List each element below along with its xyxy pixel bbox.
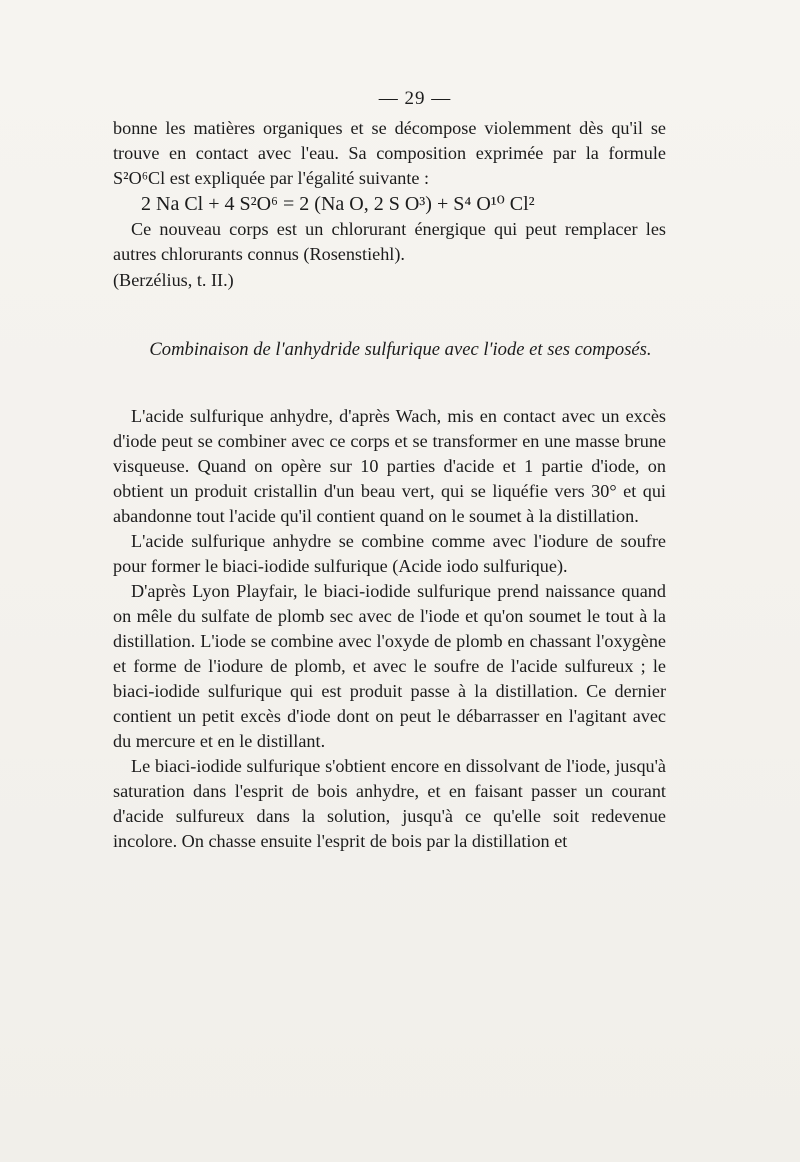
- citation: (Berzélius, t. II.): [113, 270, 234, 290]
- chemical-equation: 2 Na Cl + 4 S²O⁶ = 2 (Na O, 2 S O³) + S⁴ O¹⁰ Cl²: [141, 193, 535, 215]
- paragraph-intro: bonne les matières organiques et se décompose violemment dès qu'il se trouve en contact avec l'eau. Sa composition exprimée par la formule S²O⁶Cl est expliquée par l'égalité suivante :: [113, 118, 666, 188]
- paragraph-playfair: D'après Lyon Playfair, le biaci-iodide sulfurique prend naissance quand on mêle du sulfate de plomb sec avec de l'iode et qu'on soumet le tout à la distillation. L'iode se combine avec l'oxyde de plomb en chassant l'oxygène et forme de l'iodure de plomb, et avec le soufre de l'acide sulfureux ; le biaci-iodide sulfurique qui est produit passe à la distillation. Ce dernier contient un petit excès d'iode dont on peut le débarrasser en l'agitant avec du mercure et en le distillant.: [113, 581, 666, 751]
- section-heading: Combinaison de l'anhydride sulfurique avec l'iode et ses composés.: [149, 339, 652, 360]
- paragraph-wach: L'acide sulfurique anhydre, d'après Wach, mis en contact avec un excès d'iode peut se combiner avec ce corps et se transformer en une masse brune visqueuse. Quand on opère sur 10 parties d'acide et 1 partie d'iode, on obtient un produit cristallin d'un beau vert, qui se liquéfie vers 30° et qui abandonne tout l'acide qu'il contient quand on le soumet à la distillation.: [113, 406, 666, 526]
- body-text: [113, 116, 666, 854]
- paragraph-iodure: L'acide sulfurique anhydre se combine comme avec l'iodure de soufre pour former le biaci-iodide sulfurique (Acide iodo sulfurique).: [113, 531, 666, 576]
- page-number: — 29 —: [378, 88, 452, 109]
- paragraph-chlorurant: Ce nouveau corps est un chlorurant énergique qui peut remplacer les autres chlorurants connus (Rosenstiehl).: [113, 219, 666, 264]
- paragraph-esprit-de-bois: Le biaci-iodide sulfurique s'obtient encore en dissolvant de l'iode, jusqu'à saturation dans l'esprit de bois anhydre, et en faisant passer un courant d'acide sulfureux dans la solution, jusqu'à ce qu'elle soit redevenue incolore. On chasse ensuite l'esprit de bois par la distillation et: [113, 756, 666, 851]
